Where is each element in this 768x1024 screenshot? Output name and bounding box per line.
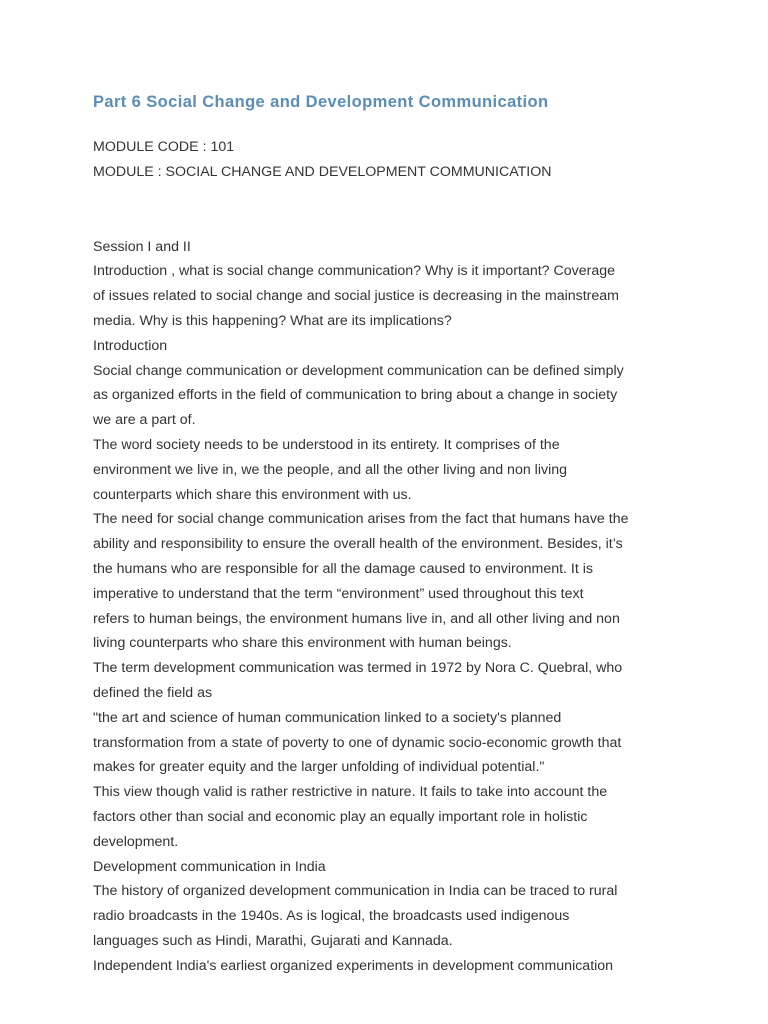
text-line: the humans who are responsible for all the damage caused to environment. It is bbox=[93, 560, 593, 577]
text-line: The term development communication was termed in 1972 by Nora C. Quebral, who bbox=[93, 660, 623, 677]
text-line: This view though valid is rather restrictive in nature. It fails to take into account the bbox=[93, 784, 608, 801]
text-line: Session I and II bbox=[93, 238, 191, 255]
text-line: Independent India's earliest organized experiments in development communication bbox=[93, 957, 614, 974]
text-line: defined the field as bbox=[93, 684, 213, 701]
text-line: of issues related to social change and social justice is decreasing in the mainstream bbox=[93, 288, 620, 305]
text-line: as organized efforts in the field of communication to bring about a change in society bbox=[93, 387, 618, 404]
text-line: "the art and science of human communication linked to a society's planned bbox=[93, 709, 562, 726]
module-code: MODULE CODE : 101 bbox=[93, 139, 235, 155]
text-line: imperative to understand that the term “environment” used throughout this text bbox=[93, 585, 584, 602]
text-line: we are a part of. bbox=[93, 412, 196, 429]
text-line: ability and responsibility to ensure the overall health of the environment. Besides, it’s bbox=[93, 536, 623, 553]
text-line: development. bbox=[93, 833, 179, 850]
text-line: living counterparts who share this environment with human beings. bbox=[93, 635, 512, 652]
module-info bbox=[93, 135, 693, 185]
text-line: The need for social change communication arises from the fact that humans have the bbox=[93, 511, 629, 528]
text-line: The word society needs to be understood in its entirety. It comprises of the bbox=[93, 436, 560, 453]
document-content bbox=[93, 90, 693, 979]
text-line: makes for greater equity and the larger unfolding of individual potential." bbox=[93, 759, 545, 776]
document-body bbox=[93, 235, 693, 979]
text-line: Introduction , what is social change communication? Why is it important? Coverage bbox=[93, 263, 616, 280]
text-line: Social change communication or development communication can be defined simply bbox=[93, 362, 624, 379]
text-line: refers to human beings, the environment humans live in, and all other living and non bbox=[93, 610, 620, 627]
text-line: Introduction bbox=[93, 337, 168, 354]
text-line: environment we live in, we the people, and all the other living and non living bbox=[93, 461, 567, 478]
text-line: factors other than social and economic play an equally important role in holistic bbox=[93, 808, 588, 825]
text-line: radio broadcasts in the 1940s. As is logical, the broadcasts used indigenous bbox=[93, 908, 570, 925]
text-line: Development communication in India bbox=[93, 858, 326, 875]
text-line: counterparts which share this environment with us. bbox=[93, 486, 412, 503]
text-line: languages such as Hindi, Marathi, Gujarati and Kannada. bbox=[93, 932, 453, 949]
module-name: MODULE : SOCIAL CHANGE AND DEVELOPMENT COMMUNICATION bbox=[93, 163, 552, 180]
text-line: media. Why is this happening? What are its implications? bbox=[93, 312, 452, 329]
text-line: transformation from a state of poverty to one of dynamic socio-economic growth that bbox=[93, 734, 622, 751]
document-title: Part 6 Social Change and Development Communication bbox=[93, 93, 549, 111]
text-line: The history of organized development communication in India can be traced to rural bbox=[93, 883, 618, 900]
